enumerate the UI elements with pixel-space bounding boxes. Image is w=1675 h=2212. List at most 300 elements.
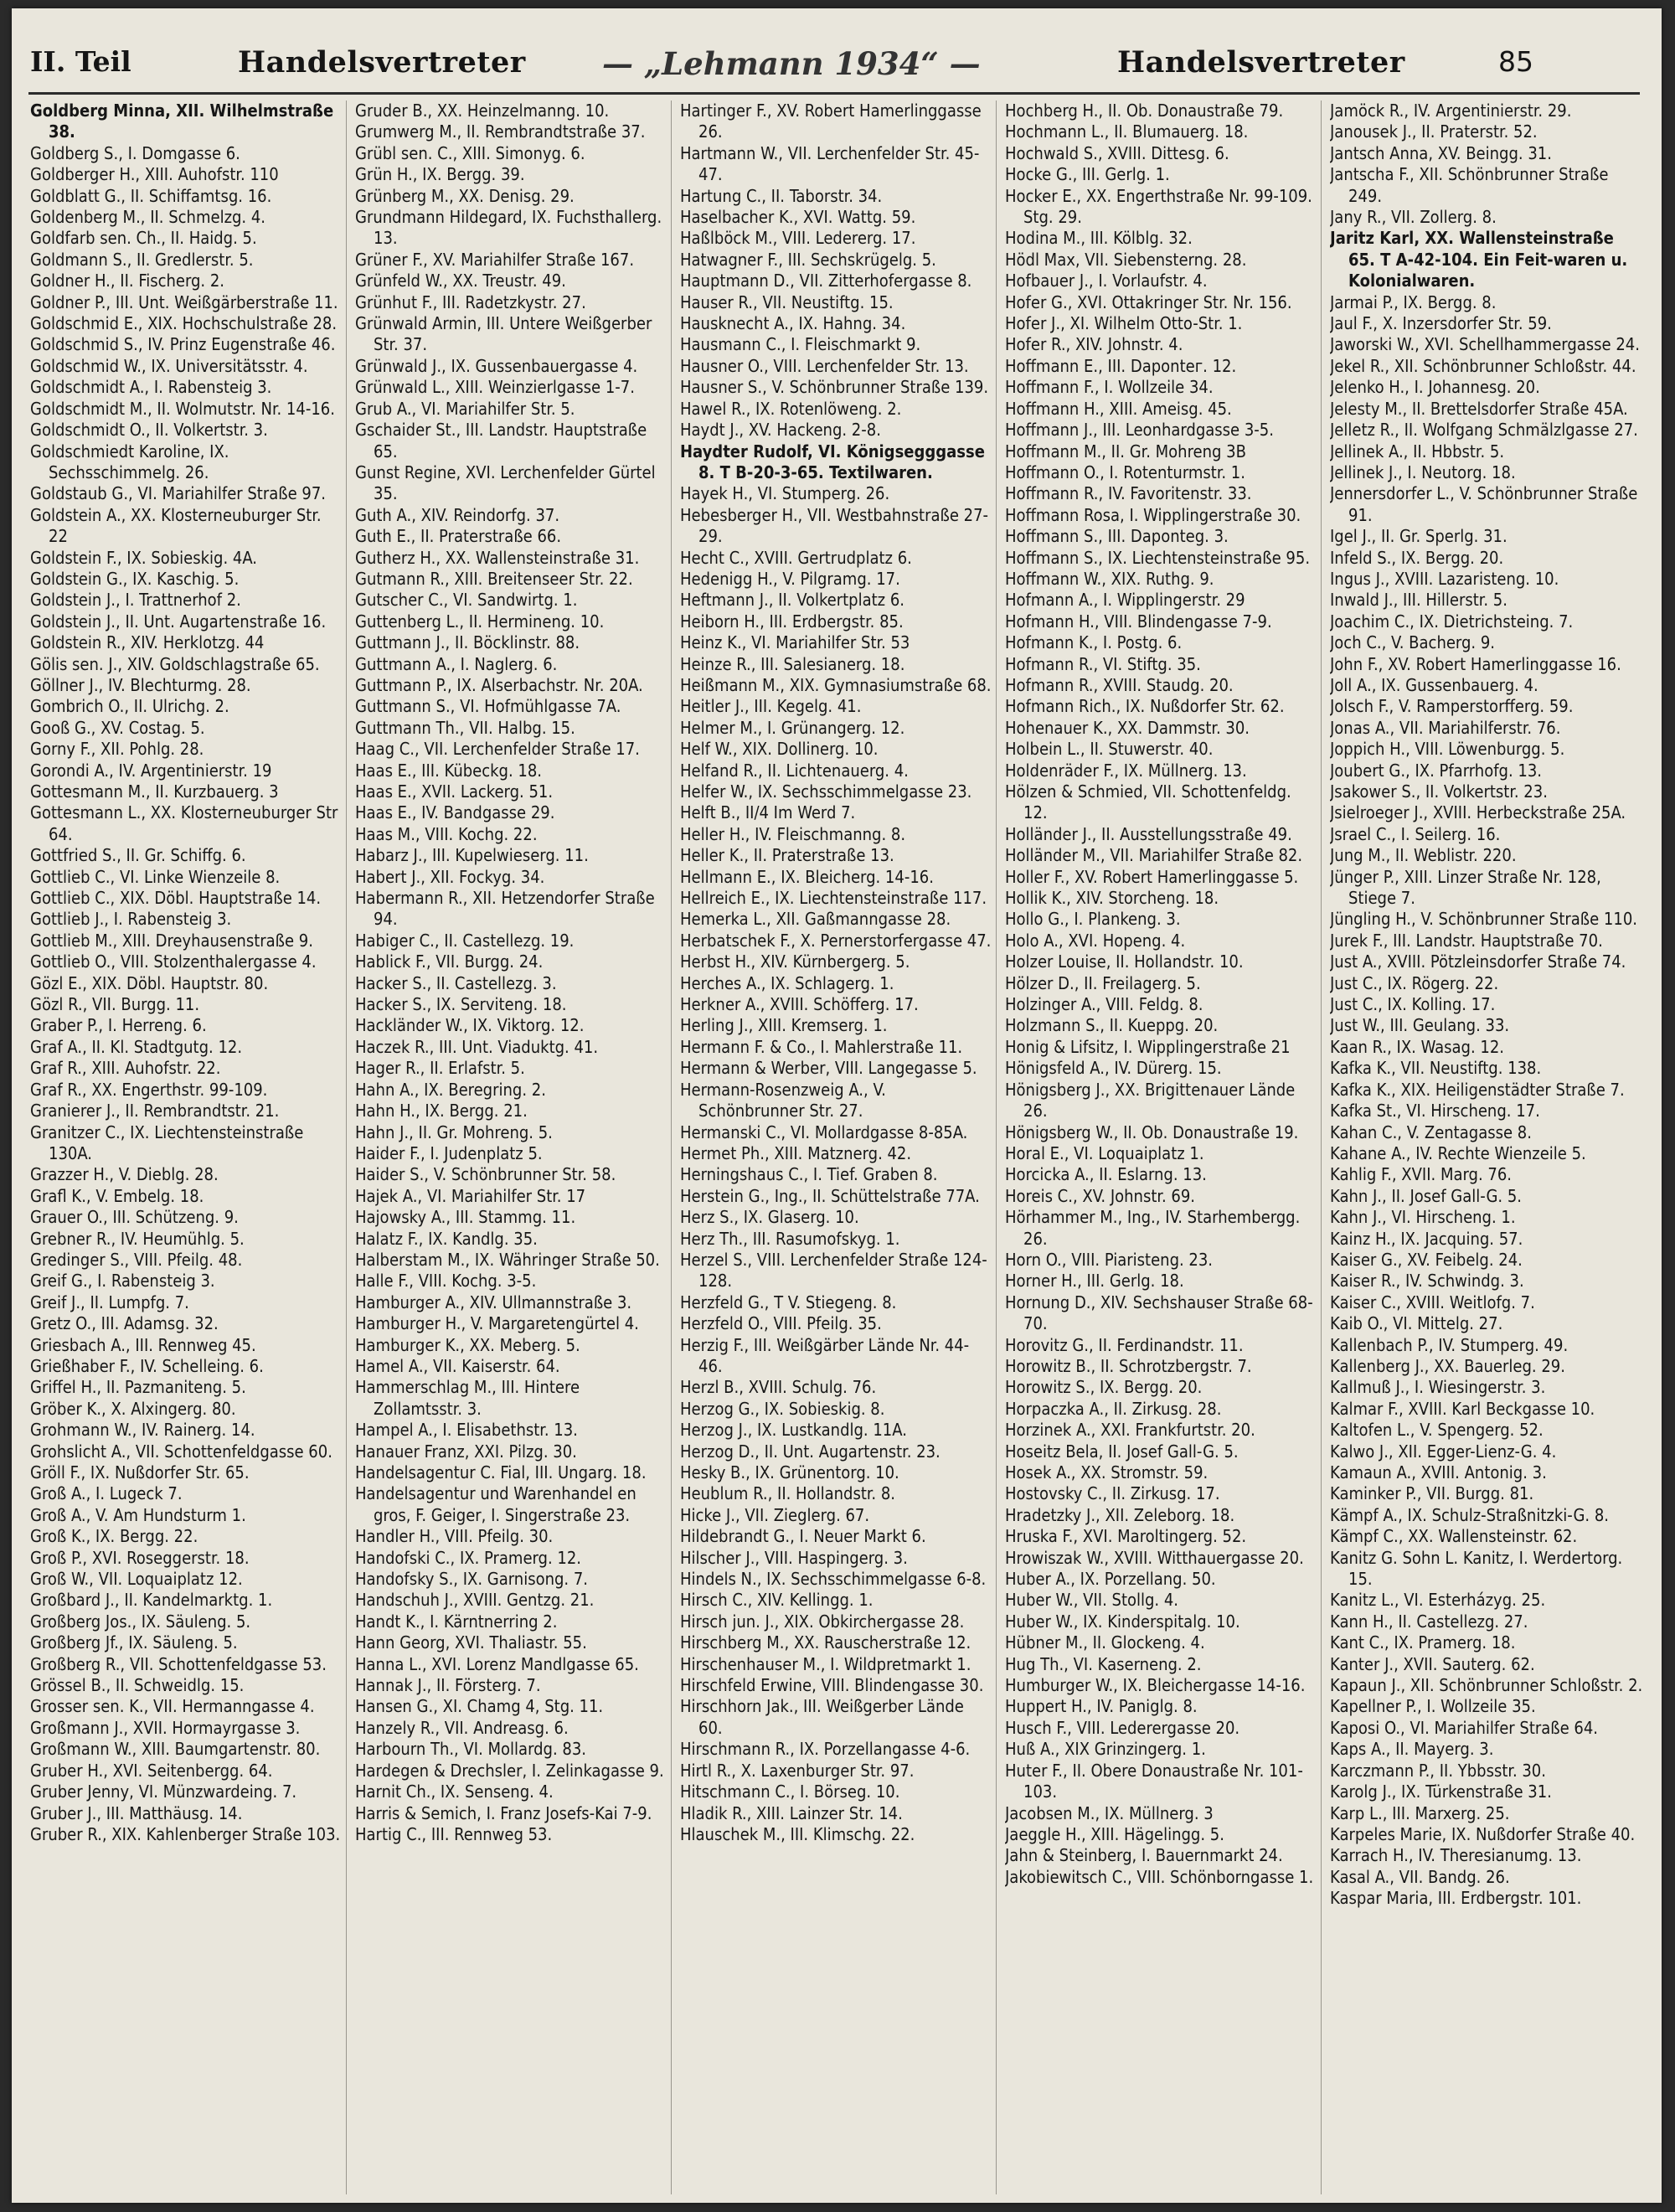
directory-entry: Kaib O., VI. Mittelg. 27. <box>1330 1313 1503 1334</box>
directory-entry: Inwald J., III. Hillerstr. 5. <box>1330 590 1508 611</box>
directory-entry: Groß W., VII. Loquaiplatz 12. <box>30 1569 243 1590</box>
listing-column <box>355 101 672 2194</box>
directory-entry: Hirsch C., XIV. Kellingg. 1. <box>680 1590 874 1611</box>
directory-entry: Karolg J., IX. Türkenstraße 31. <box>1330 1781 1552 1802</box>
listing-column <box>1005 101 1322 2194</box>
directory-entry: Hofmann Rich., IX. Nußdorfer Str. 62. <box>1005 696 1285 717</box>
directory-entry: Hausknecht A., IX. Hahng. 34. <box>680 313 906 334</box>
directory-entry: Hirschmann R., IX. Porzellangasse 4-6. <box>680 1739 971 1760</box>
directory-entry: Jsakower S., II. Volkertstr. 23. <box>1330 781 1548 802</box>
directory-entry: Groß A., I. Lugeck 7. <box>30 1483 183 1504</box>
directory-entry: Hirschfeld Erwine, VIII. Blindengasse 30. <box>680 1675 984 1696</box>
directory-entry: Hatwagner F., III. Sechskrügelg. 5. <box>680 249 936 270</box>
directory-entry: Hochwald S., XVIII. Dittesg. 6. <box>1005 142 1229 163</box>
directory-entry: Joachim C., IX. Dietrichsteing. 7. <box>1330 611 1574 632</box>
directory-entry: Hruska F., XVI. Maroltingerg. 52. <box>1005 1526 1247 1547</box>
directory-entry: Hager R., II. Erlafstr. 5. <box>355 1058 525 1079</box>
directory-entry: Jellinek J., I. Neutorg. 18. <box>1330 461 1516 482</box>
directory-entry: Grauer O., III. Schützeng. 9. <box>30 1207 239 1228</box>
directory-entry: Hamburger A., XIV. Ullmannstraße 3. <box>355 1292 632 1312</box>
directory-entry: Haas E., III. Kübeckg. 18. <box>355 760 542 781</box>
page-number: 85 <box>1498 45 1533 78</box>
directory-entry: Kaspar Maria, III. Erdbergstr. 101. <box>1330 1888 1582 1909</box>
directory-entry: Guth A., XIV. Reindorfg. 37. <box>355 504 560 525</box>
directory-entry: Hausner O., VIII. Lerchenfelder Str. 13. <box>680 355 969 376</box>
directory-entry: Hofmann A., I. Wipplingerstr. 29 <box>1005 590 1245 611</box>
directory-entry: Herstein G., Ing., II. Schüttelstraße 77A. <box>680 1185 980 1206</box>
directory-entry: Graf R., XIII. Auhofstr. 22. <box>30 1058 221 1079</box>
directory-entry: Jennersdorfer L., V. Schönbrunner Straße 91. <box>1330 483 1638 525</box>
directory-entry: Kant C., IX. Pramerg. 18. <box>1330 1632 1516 1653</box>
directory-entry: Herzel S., VIII. Lerchenfelder Straße 124-128. <box>680 1249 987 1292</box>
listing-column <box>680 101 997 2194</box>
directory-entry: Halatz F., IX. Kandlg. 35. <box>355 1228 538 1249</box>
directory-entry: Hirschberg M., XX. Rauscherstraße 12. <box>680 1632 972 1653</box>
directory-entry: Goldstein J., I. Trattnerhof 2. <box>30 590 241 611</box>
page-header <box>12 8 1662 92</box>
directory-entry: Gottlieb C., VI. Linke Wienzeile 8. <box>30 866 281 887</box>
directory-entry: Herzfeld O., VIII. Pfeilg. 35. <box>680 1313 882 1334</box>
directory-entry: Gözl R., VII. Burgg. 11. <box>30 994 200 1015</box>
directory-entry: Guttmann J., II. Böcklinstr. 88. <box>355 632 580 653</box>
directory-entry: Holdenräder F., IX. Müllnerg. 13. <box>1005 760 1247 781</box>
directory-entry: Kahan C., V. Zentagasse 8. <box>1330 1121 1532 1142</box>
directory-entry: Hahn J., II. Gr. Mohreng. 5. <box>355 1121 553 1142</box>
directory-entry: Horpaczka A., II. Zirkusg. 28. <box>1005 1398 1222 1419</box>
directory-entry: Goldstein G., IX. Kaschig. 5. <box>30 568 240 589</box>
directory-entry: Janousek J., II. Praterstr. 52. <box>1330 121 1538 142</box>
directory-entry: Gröber K., X. Alxingerg. 80. <box>30 1398 236 1419</box>
directory-entry: Goldschmidt A., I. Rabensteig 3. <box>30 377 272 398</box>
directory-entry: Hoffmann J., III. Leonhardgasse 3-5. <box>1005 420 1274 441</box>
directory-entry: Kasal A., VII. Bandg. 26. <box>1330 1866 1510 1887</box>
directory-entry: Goldstein J., II. Unt. Augartenstraße 16. <box>30 611 327 632</box>
directory-entry: Großmann W., XIII. Baumgartenstr. 80. <box>30 1739 321 1760</box>
directory-entry: Jakobiewitsch C., VIII. Schönborngasse 1. <box>1005 1866 1314 1887</box>
directory-entry: Haas E., XVII. Lackerg. 51. <box>355 781 554 802</box>
directory-entry: Grübl sen. C., XIII. Simonyg. 6. <box>355 142 585 163</box>
directory-entry: Herningshaus C., I. Tief. Graben 8. <box>680 1164 938 1185</box>
listing-columns <box>30 101 1647 2194</box>
directory-entry: Kahlig F., XVII. Marg. 76. <box>1330 1164 1513 1185</box>
directory-entry: Heftmann J., II. Volkertplatz 6. <box>680 590 904 611</box>
directory-entry: Hoffmann W., XIX. Ruthg. 9. <box>1005 568 1214 589</box>
directory-entry: Hocker E., XX. Engerthstraße Nr. 99-109. Stg. 29. <box>1005 185 1312 228</box>
directory-entry: Kann H., II. Castellezg. 27. <box>1330 1611 1528 1632</box>
directory-entry: Handt K., I. Kärntnerring 2. <box>355 1611 558 1632</box>
directory-entry: Jelesty M., II. Brettelsdorfer Straße 45A. <box>1330 398 1628 419</box>
directory-entry: Greif G., I. Rabensteig 3. <box>30 1271 215 1292</box>
directory-entry: Grundmann Hildegard, IX. Fuchsthallerg. 13. <box>355 207 662 249</box>
directory-entry: Göllner J., IV. Blechturmg. 28. <box>30 674 251 695</box>
directory-entry: Kahane A., IV. Rechte Wienzeile 5. <box>1330 1142 1586 1163</box>
directory-entry: Kaan R., IX. Wasag. 12. <box>1330 1036 1504 1057</box>
directory-entry: Hoffmann H., XIII. Ameisg. 45. <box>1005 398 1232 419</box>
directory-entry: Großberg R., VII. Schottenfeldgasse 53. <box>30 1653 327 1674</box>
header-rule <box>28 92 1640 95</box>
directory-entry: Karpeles Marie, IX. Nußdorfer Straße 40. <box>1330 1823 1636 1844</box>
directory-entry: Hübner M., II. Glockeng. 4. <box>1005 1632 1205 1653</box>
directory-entry: Goldschmidt O., II. Volkertstr. 3. <box>30 420 268 441</box>
directory-entry: Gschaider St., III. Landstr. Hauptstraße 65. <box>355 420 647 461</box>
directory-entry: Goldschmid E., XIX. Hochschulstraße 28. <box>30 313 338 334</box>
directory-entry: Hofbauer J., I. Vorlaufstr. 4. <box>1005 271 1208 291</box>
directory-entry: Gombrich O., II. Ulrichg. 2. <box>30 696 229 717</box>
directory-entry: Grün H., IX. Bergg. 39. <box>355 164 525 185</box>
directory-entry: Karrach H., IV. Theresianumg. 13. <box>1330 1845 1582 1866</box>
directory-entry: Groß A., V. Am Hundsturm 1. <box>30 1504 246 1525</box>
directory-entry: Gröll F., IX. Nußdorfer Str. 65. <box>30 1462 250 1482</box>
directory-entry: Guttmann Th., VII. Halbg. 15. <box>355 717 575 738</box>
directory-entry: Hradetzky J., XII. Zeleborg. 18. <box>1005 1504 1235 1525</box>
directory-entry: Gutherz H., XX. Wallensteinstraße 31. <box>355 547 640 568</box>
directory-entry: Kaminker P., VII. Burgg. 81. <box>1330 1483 1534 1504</box>
directory-entry: Jünger P., XIII. Linzer Straße Nr. 128, Stiege 7. <box>1330 866 1601 909</box>
directory-entry: Granierer J., II. Rembrandtstr. 21. <box>30 1101 280 1121</box>
directory-entry: Gölis sen. J., XIV. Goldschlagstraße 65. <box>30 653 320 674</box>
directory-entry: Hoffmann S., III. Daponteg. 3. <box>1005 526 1229 547</box>
directory-entry: Hawel R., IX. Rotenlöweng. 2. <box>680 398 902 419</box>
directory-entry: Holbein L., II. Stuwerstr. 40. <box>1005 739 1214 760</box>
directory-entry: Horovitz G., II. Ferdinandstr. 11. <box>1005 1334 1244 1355</box>
directory-entry: Holländer M., VII. Mariahilfer Straße 82. <box>1005 845 1303 866</box>
directory-entry: Kaiser R., IV. Schwindg. 3. <box>1330 1271 1524 1292</box>
directory-entry: Hartmann W., VII. Lerchenfelder Str. 45-47. <box>680 142 980 185</box>
directory-entry: Hartung C., II. Taborstr. 34. <box>680 185 883 206</box>
directory-entry: Hauser R., VII. Neustiftg. 15. <box>680 291 894 312</box>
directory-entry: Horcicka A., II. Eslarng. 13. <box>1005 1164 1207 1185</box>
directory-entry: Heublum R., II. Hollandstr. 8. <box>680 1483 896 1504</box>
section-title-left: Handelsvertreter <box>238 45 526 80</box>
directory-entry: Gretz O., III. Adamsg. 32. <box>30 1313 219 1334</box>
directory-entry: Holzmann S., II. Kueppg. 20. <box>1005 1015 1219 1036</box>
directory-entry: Kaiser C., XVIII. Weitlofg. 7. <box>1330 1292 1535 1312</box>
directory-entry: Habarz J., III. Kupelwieserg. 11. <box>355 845 589 866</box>
directory-entry: Hellmann E., IX. Bleicherg. 14-16. <box>680 866 934 887</box>
directory-entry: Großbard J., II. Kandelmarktg. 1. <box>30 1590 273 1611</box>
directory-entry: Jonas A., VII. Mariahilferstr. 76. <box>1330 717 1561 738</box>
directory-entry: Haydt J., XV. Hackeng. 2-8. <box>680 420 881 441</box>
directory-entry: Kahn J., II. Josef Gall-G. 5. <box>1330 1185 1522 1206</box>
directory-entry: Jamöck R., IV. Argentinierstr. 29. <box>1330 101 1572 121</box>
directory-entry: Kaps A., II. Mayerg. 3. <box>1330 1739 1494 1760</box>
directory-entry: Herbatschek F., X. Pernerstorfergasse 47. <box>680 930 992 951</box>
directory-entry: Horzinek A., XXI. Frankfurtstr. 20. <box>1005 1420 1255 1441</box>
directory-entry: Hödl Max, VII. Siebensterng. 28. <box>1005 249 1247 270</box>
directory-entry: Greif J., II. Lumpfg. 7. <box>30 1292 189 1312</box>
directory-entry: Jany R., VII. Zollerg. 8. <box>1330 207 1497 228</box>
directory-entry: Guttmann P., IX. Alserbachstr. Nr. 20A. <box>355 674 643 695</box>
directory-entry: Hoseitz Bela, II. Josef Gall-G. 5. <box>1005 1441 1239 1462</box>
directory-entry: Guttmann A., I. Naglerg. 6. <box>355 653 558 674</box>
directory-entry: Goldenberg M., II. Schmelzg. 4. <box>30 207 266 228</box>
directory-entry: Herzog D., II. Unt. Augartenstr. 23. <box>680 1441 941 1462</box>
directory-entry: Gruder B., XX. Heinzelmanng. 10. <box>355 101 610 121</box>
directory-entry: Grünberg M., XX. Denisg. 29. <box>355 185 575 206</box>
directory-entry: Hammerschlag M., III. Hintere Zollamtsstr. 3. <box>355 1377 580 1419</box>
directory-entry: Hladik R., XIII. Lainzer Str. 14. <box>680 1802 903 1823</box>
directory-entry: Herling J., XIII. Kremserg. 1. <box>680 1015 888 1036</box>
directory-entry: Hönigsfeld A., IV. Dürerg. 15. <box>1005 1058 1222 1079</box>
directory-entry: Hoffmann M., II. Gr. Mohreng 3B <box>1005 441 1246 461</box>
directory-entry: Handelsagentur C. Fial, III. Ungarg. 18. <box>355 1462 647 1482</box>
directory-entry: Hofer J., XI. Wilhelm Otto-Str. 1. <box>1005 313 1243 334</box>
directory-entry: Herz S., IX. Glaserg. 10. <box>680 1207 859 1228</box>
directory-page <box>12 8 1662 2203</box>
directory-entry: Gruber J., III. Matthäusg. 14. <box>30 1802 243 1823</box>
directory-entry: Hamburger K., XX. Meberg. 5. <box>355 1334 580 1355</box>
directory-entry: Hajek A., VI. Mariahilfer Str. 17 <box>355 1185 586 1206</box>
directory-entry: Hellreich E., IX. Liechtensteinstraße 117. <box>680 888 987 909</box>
directory-entry: Jantsch Anna, XV. Beingg. 31. <box>1330 142 1552 163</box>
directory-entry: Kapellner P., I. Wollzeile 35. <box>1330 1696 1536 1717</box>
directory-entry: Herzfeld G., T V. Stiegeng. 8. <box>680 1292 897 1312</box>
directory-entry: Hausner S., V. Schönbrunner Straße 139. <box>680 377 989 398</box>
directory-entry: Hajowsky A., III. Stammg. 11. <box>355 1207 576 1228</box>
directory-entry: Hitschmann C., I. Börseg. 10. <box>680 1781 900 1802</box>
directory-entry: Gözl E., XIX. Döbl. Hauptstr. 80. <box>30 972 269 993</box>
directory-entry: Hahn A., IX. Beregring. 2. <box>355 1079 546 1100</box>
directory-entry: Hornung D., XIV. Sechshauser Straße 68-70. <box>1005 1292 1313 1334</box>
directory-entry: Hirschhorn Jak., III. Weißgerber Lände 60. <box>680 1696 964 1738</box>
directory-entry: Gooß G., XV. Costag. 5. <box>30 717 205 738</box>
directory-entry: Just C., IX. Rögerg. 22. <box>1330 972 1499 993</box>
directory-entry: Igel J., II. Gr. Sperlg. 31. <box>1330 526 1508 547</box>
directory-entry: Grüner F., XV. Mariahilfer Straße 167. <box>355 249 635 270</box>
directory-entry: Goldschmidt M., II. Wolmutstr. Nr. 14-16. <box>30 398 335 419</box>
directory-entry: Herbst H., XIV. Kürnbergerg. 5. <box>680 951 910 972</box>
directory-entry: Goldner P., III. Unt. Weißgärberstraße 11. <box>30 291 338 312</box>
directory-entry: Grohslicht A., VII. Schottenfeldgasse 60. <box>30 1441 332 1462</box>
directory-entry: Hochberg H., II. Ob. Donaustraße 79. <box>1005 101 1284 121</box>
directory-entry: Gredinger S., VIII. Pfeilg. 48. <box>30 1249 243 1270</box>
directory-entry: Hoffmann R., IV. Favoritenstr. 33. <box>1005 483 1252 504</box>
directory-entry: Hölzen & Schmied, VII. Schottenfeldg. 12. <box>1005 781 1291 823</box>
directory-entry: Holzer Louise, II. Hollandstr. 10. <box>1005 951 1244 972</box>
directory-entry: Goldschmid W., IX. Universitätsstr. 4. <box>30 355 308 376</box>
listing-column <box>30 101 347 2194</box>
directory-entry: Hermann-Rosenzweig A., V. Schönbrunner Str. 27. <box>680 1079 886 1121</box>
directory-entry: Gottesmann M., II. Kurzbauerg. 3 <box>30 781 279 802</box>
directory-entry: Gottlieb O., VIII. Stolzenthalergasse 4. <box>30 951 317 972</box>
directory-entry: Großmann J., XVII. Hormayrgasse 3. <box>30 1717 301 1738</box>
directory-entry: Jacobsen M., IX. Müllnerg. 3 <box>1005 1802 1214 1823</box>
directory-entry: Haider S., V. Schönbrunner Str. 58. <box>355 1164 616 1185</box>
directory-entry: Hermann F. & Co., I. Mahlerstraße 11. <box>680 1036 963 1057</box>
directory-entry: Kalmar F., XVIII. Karl Beckgasse 10. <box>1330 1398 1595 1419</box>
directory-entry: Harbourn Th., VI. Mollardg. 83. <box>355 1739 586 1760</box>
directory-entry: Haßlböck M., VIII. Ledererg. 17. <box>680 228 916 249</box>
directory-entry: Gottfried S., II. Gr. Schiffg. 6. <box>30 845 246 866</box>
directory-entry: Hoffmann F., I. Wollzeile 34. <box>1005 377 1214 398</box>
directory-entry: Huter F., II. Obere Donaustraße Nr. 101-103. <box>1005 1760 1303 1802</box>
directory-entry: Handschuh J., XVIII. Gentzg. 21. <box>355 1590 595 1611</box>
directory-entry: Goldberg Minna, XII. Wilhelmstraße 38. <box>30 101 334 142</box>
directory-entry: Grafl K., V. Embelg. 18. <box>30 1185 204 1206</box>
directory-entry: Hofmann K., I. Postg. 6. <box>1005 632 1183 653</box>
directory-entry: Haydter Rudolf, VI. Königsegggasse 8. T B-20-3-65. Textilwaren. <box>680 441 985 482</box>
directory-entry: Honig & Lifsitz, I. Wipplingerstraße 21 <box>1005 1036 1291 1057</box>
directory-entry: Handofski C., IX. Pramerg. 12. <box>355 1547 582 1568</box>
directory-entry: Hochmann L., II. Blumauerg. 18. <box>1005 121 1249 142</box>
directory-entry: Heinze R., III. Salesianerg. 18. <box>680 653 905 674</box>
directory-entry: Habert J., XII. Fockyg. 34. <box>355 866 545 887</box>
directory-entry: Hacker S., II. Castellezg. 3. <box>355 972 557 993</box>
directory-entry: Hönigsberg J., XX. Brigittenauer Lände 26. <box>1005 1079 1296 1121</box>
directory-entry: Hablick F., VII. Burgg. 24. <box>355 951 544 972</box>
directory-entry: Heller H., IV. Fleischmanng. 8. <box>680 823 906 844</box>
directory-entry: Infeld S., IX. Bergg. 20. <box>1330 547 1504 568</box>
directory-entry: Hacker S., IX. Serviteng. 18. <box>355 994 567 1015</box>
directory-entry: Heiborn H., III. Erdbergstr. 85. <box>680 611 904 632</box>
directory-entry: Hanna L., XVI. Lorenz Mandlgasse 65. <box>355 1653 639 1674</box>
directory-entry: Graber P., I. Herreng. 6. <box>30 1015 207 1036</box>
directory-entry: Kafka St., VI. Hirscheng. 17. <box>1330 1101 1540 1121</box>
directory-entry: Kahn J., VI. Hirscheng. 1. <box>1330 1207 1516 1228</box>
directory-entry: Herkner A., XVIII. Schöfferg. 17. <box>680 994 919 1015</box>
directory-entry: Kaiser G., XV. Feibelg. 24. <box>1330 1249 1523 1270</box>
directory-entry: Huber W., IX. Kinderspitalg. 10. <box>1005 1611 1240 1632</box>
directory-entry: Gottlieb C., XIX. Döbl. Hauptstraße 14. <box>30 888 322 909</box>
directory-entry: Huber W., VII. Stollg. 4. <box>1005 1590 1179 1611</box>
directory-entry: Jung M., II. Weblistr. 220. <box>1330 845 1517 866</box>
directory-entry: Halle F., VIII. Kochg. 3-5. <box>355 1271 537 1292</box>
directory-entry: Hausmann C., I. Fleischmarkt 9. <box>680 334 921 355</box>
directory-entry: Just C., IX. Kolling. 17. <box>1330 994 1496 1015</box>
section-title-right: Handelsvertreter <box>1117 45 1405 80</box>
directory-entry: Heißmann M., XIX. Gymnasiumstraße 68. <box>680 674 992 695</box>
directory-entry: Hlauschek M., III. Klimschg. 22. <box>680 1823 915 1844</box>
directory-entry: Just A., XVIII. Pötzleinsdorfer Straße 74. <box>1330 951 1626 972</box>
directory-entry: Horn O., VIII. Piaristeng. 23. <box>1005 1249 1214 1270</box>
directory-entry: Goldberger H., XIII. Auhofstr. 110 <box>30 164 279 185</box>
directory-entry: Graf R., XX. Engerthstr. 99-109. <box>30 1079 268 1100</box>
directory-entry: Herzog G., IX. Sobieskig. 8. <box>680 1398 885 1419</box>
directory-entry: Groß P., XVI. Roseggerstr. 18. <box>30 1547 250 1568</box>
directory-entry: Helfand R., II. Lichtenauerg. 4. <box>680 760 909 781</box>
directory-entry: Kapaun J., XII. Schönbrunner Schloßstr. 2. <box>1330 1675 1643 1696</box>
directory-entry: Haider F., I. Judenplatz 5. <box>355 1142 543 1163</box>
directory-entry: Granitzer C., IX. Liechtensteinstraße 130A. <box>30 1121 304 1163</box>
directory-entry: Humburger W., IX. Bleichergasse 14-16. <box>1005 1675 1306 1696</box>
directory-entry: Hannak J., II. Försterg. 7. <box>355 1675 541 1696</box>
directory-entry: Holzinger A., VIII. Feldg. 8. <box>1005 994 1203 1015</box>
directory-entry: Handler H., VIII. Pfeilg. 30. <box>355 1526 554 1547</box>
directory-entry: Grössel B., II. Schweidlg. 15. <box>30 1675 245 1696</box>
directory-entry: Jaritz Karl, XX. Wallensteinstraße 65. T A-42-104. Ein Feit-waren u. Kolonialwaren. <box>1330 228 1628 291</box>
directory-entry: Hofer G., XVI. Ottakringer Str. Nr. 156. <box>1005 291 1292 312</box>
directory-entry: Haag C., VII. Lerchenfelder Straße 17. <box>355 739 640 760</box>
directory-entry: Goldner H., II. Fischerg. 2. <box>30 271 225 291</box>
directory-entry: Herches A., IX. Schlagerg. 1. <box>680 972 894 993</box>
directory-entry: Kämpf A., IX. Schulz-Straßnitzki-G. 8. <box>1330 1504 1609 1525</box>
listing-column <box>1330 101 1647 2194</box>
directory-entry: Griffel H., II. Pazmaniteng. 5. <box>30 1377 246 1398</box>
directory-entry: Joppich H., VIII. Löwenburgg. 5. <box>1330 739 1565 760</box>
directory-entry: Hodina M., III. Kölblg. 32. <box>1005 228 1193 249</box>
directory-entry: Gottlieb M., XIII. Dreyhausenstraße 9. <box>30 930 313 951</box>
directory-entry: Jantscha F., XII. Schönbrunner Straße 249. <box>1330 164 1609 206</box>
directory-entry: Helmer M., I. Grünangerg. 12. <box>680 717 905 738</box>
directory-entry: Handofsky S., IX. Garnisong. 7. <box>355 1569 588 1590</box>
directory-entry: Jolsch F., V. Ramperstorfferg. 59. <box>1330 696 1574 717</box>
directory-entry: Jahn & Steinberg, I. Bauernmarkt 24. <box>1005 1845 1283 1866</box>
directory-entry: Hofmann R., VI. Stiftg. 35. <box>1005 653 1201 674</box>
directory-entry: Herzl B., XVIII. Schulg. 76. <box>680 1377 877 1398</box>
directory-entry: Hamel A., VII. Kaiserstr. 64. <box>355 1355 560 1376</box>
directory-entry: Kämpf C., XX. Wallensteinstr. 62. <box>1330 1526 1578 1547</box>
directory-entry: Hirtl R., X. Laxenburger Str. 97. <box>680 1760 915 1781</box>
directory-entry: Großberg Jf., IX. Säuleng. 5. <box>30 1632 238 1653</box>
directory-entry: Holländer J., II. Ausstellungsstraße 49. <box>1005 823 1292 844</box>
directory-entry: Huppert H., IV. Paniglg. 8. <box>1005 1696 1198 1717</box>
directory-entry: Jarmai P., IX. Bergg. 8. <box>1330 291 1497 312</box>
directory-entry: Hermanski C., VI. Mollardgasse 8-85A. <box>680 1121 968 1142</box>
directory-entry: Goldstaub G., VI. Mariahilfer Straße 97. <box>30 483 326 504</box>
directory-entry: Grünwald L., XIII. Weinzierlgasse 1-7. <box>355 377 635 398</box>
directory-entry: Ingus J., XVIII. Lazaristeng. 10. <box>1330 568 1559 589</box>
directory-entry: Jellinek A., II. Hbbstr. 5. <box>1330 441 1505 461</box>
directory-entry: Hoffmann Rosa, I. Wipplingerstraße 30. <box>1005 504 1301 525</box>
directory-entry: Hohenauer K., XX. Dammstr. 30. <box>1005 717 1250 738</box>
directory-entry: Gunst Regine, XVI. Lerchenfelder Gürtel 35. <box>355 461 656 504</box>
directory-entry: Jurek F., III. Landstr. Hauptstraße 70. <box>1330 930 1603 951</box>
directory-entry: Hartinger F., XV. Robert Hamerlinggasse 26. <box>680 101 982 142</box>
directory-entry: Haas E., IV. Bandgasse 29. <box>355 802 555 823</box>
directory-entry: Kallmuß J., I. Wiesingerstr. 3. <box>1330 1377 1546 1398</box>
directory-entry: Joch C., V. Bacherg. 9. <box>1330 632 1495 653</box>
directory-entry: Guttmann S., VI. Hofmühlgasse 7A. <box>355 696 621 717</box>
directory-entry: Halberstam M., IX. Währinger Straße 50. <box>355 1249 660 1270</box>
directory-entry: Grünwald J., IX. Gussenbauergasse 4. <box>355 355 638 376</box>
directory-entry: Hofmann H., VIII. Blindengasse 7-9. <box>1005 611 1272 632</box>
directory-entry: Holler F., XV. Robert Hamerlinggasse 5. <box>1005 866 1299 887</box>
directory-entry: Großberg Jos., IX. Säuleng. 5. <box>30 1611 251 1632</box>
directory-entry: Goldfarb sen. Ch., II. Haidg. 5. <box>30 228 257 249</box>
directory-entry: Hebesberger H., VII. Westbahnstraße 27-29. <box>680 504 989 547</box>
directory-entry: Grosser sen. K., VII. Hermanngasse 4. <box>30 1696 315 1717</box>
directory-entry: Kalwo J., XII. Egger-Lienz-G. 4. <box>1330 1441 1557 1462</box>
directory-entry: Hann Georg, XVI. Thaliastr. 55. <box>355 1632 587 1653</box>
directory-entry: Horowitz B., II. Schrotzbergstr. 7. <box>1005 1355 1252 1376</box>
directory-entry: Heller K., II. Praterstraße 13. <box>680 845 894 866</box>
directory-entry: Kafka K., XIX. Heiligenstädter Straße 7. <box>1330 1079 1625 1100</box>
directory-entry: Helf W., XIX. Dollinerg. 10. <box>680 739 879 760</box>
directory-entry: Hirsch jun. J., XIX. Obkirchergasse 28. <box>680 1611 965 1632</box>
directory-entry: Jelenko H., I. Johannesg. 20. <box>1330 377 1540 398</box>
directory-entry: Jaul F., X. Inzersdorfer Str. 59. <box>1330 313 1552 334</box>
directory-entry: Jaworski W., XVI. Schellhammergasse 24. <box>1330 334 1640 355</box>
directory-entry: Gottlieb J., I. Rabensteig 3. <box>30 909 232 930</box>
directory-entry: Hardegen & Drechsler, I. Zelinkagasse 9. <box>355 1760 664 1781</box>
directory-entry: Just W., III. Geulang. 33. <box>1330 1015 1510 1036</box>
directory-entry: Hamburger H., V. Margaretengürtel 4. <box>355 1313 639 1334</box>
directory-entry: Grebner R., IV. Heumühlg. 5. <box>30 1228 245 1249</box>
directory-entry: Hanauer Franz, XXI. Pilzg. 30. <box>355 1441 577 1462</box>
directory-entry: Goldstein A., XX. Klosterneuburger Str. 22 <box>30 504 322 547</box>
directory-entry: Gottesmann L., XX. Klosterneuburger Str 64. <box>30 802 338 844</box>
directory-entry: Kaltofen L., V. Spengerg. 52. <box>1330 1420 1544 1441</box>
directory-entry: Hahn H., IX. Bergg. 21. <box>355 1101 528 1121</box>
directory-entry: Joll A., IX. Gussenbauerg. 4. <box>1330 674 1538 695</box>
publication-title: — „Lehmann 1934“ — <box>602 45 981 82</box>
directory-entry: Helft B., II/4 Im Werd 7. <box>680 802 856 823</box>
directory-entry: Heitler J., III. Kegelg. 41. <box>680 696 862 717</box>
directory-entry: Goldstein R., XIV. Herklotzg. 44 <box>30 632 265 653</box>
directory-entry: Hosek A., XX. Stromstr. 59. <box>1005 1462 1209 1482</box>
directory-entry: Kainz H., IX. Jacquing. 57. <box>1330 1228 1523 1249</box>
directory-entry: Hönigsberg W., II. Ob. Donaustraße 19. <box>1005 1121 1299 1142</box>
